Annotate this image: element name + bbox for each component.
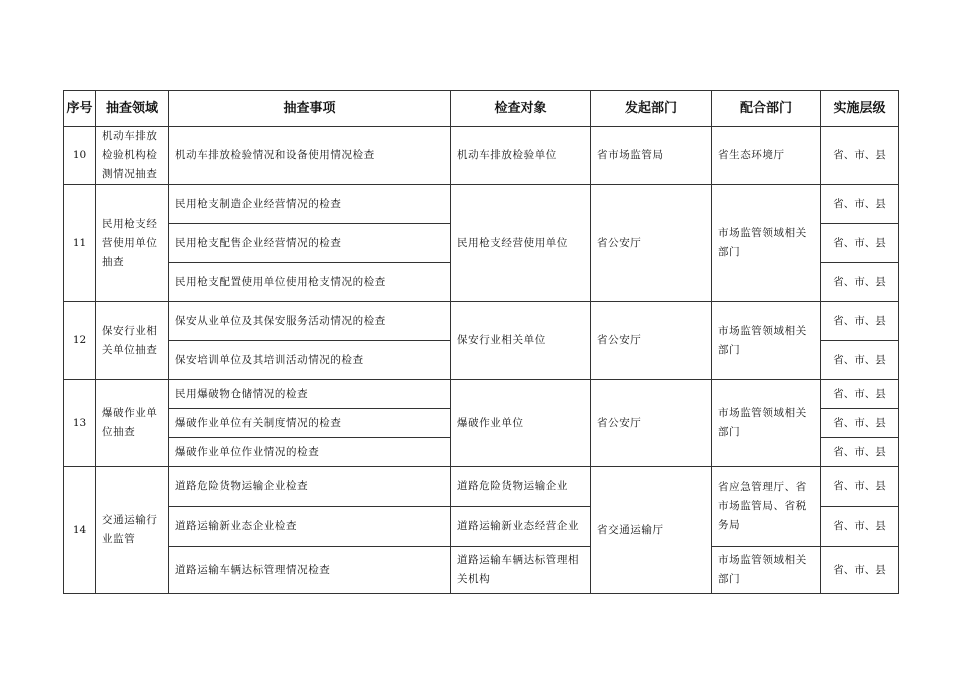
- implementation-level: 省、市、县: [821, 341, 899, 380]
- initiating-department: 省公安厅: [591, 185, 712, 302]
- inspection-item: 民用枪支制造企业经营情况的检查: [169, 185, 451, 224]
- inspection-item: 爆破作业单位作业情况的检查: [169, 438, 451, 467]
- table-row: [64, 185, 899, 224]
- table-body: [64, 127, 899, 594]
- header-level: 实施层级: [821, 91, 899, 127]
- inspection-domain: 交通运输行业监管: [96, 467, 169, 594]
- inspection-item: 道路危险货物运输企业检查: [169, 467, 451, 507]
- cooperating-department: 省应急管理厅、省市场监管局、省税务局: [712, 467, 821, 547]
- implementation-level: 省、市、县: [821, 547, 899, 594]
- inspection-target: 机动车排放检验单位: [451, 127, 591, 185]
- inspection-item: 机动车排放检验情况和设备使用情况检查: [169, 127, 451, 185]
- implementation-level: 省、市、县: [821, 302, 899, 341]
- cooperating-department: 市场监管领域相关部门: [712, 302, 821, 380]
- inspection-item: 民用枪支配售企业经营情况的检查: [169, 224, 451, 263]
- inspection-target: 爆破作业单位: [451, 380, 591, 467]
- table-row: [64, 302, 899, 341]
- implementation-level: 省、市、县: [821, 263, 899, 302]
- row-number: 14: [64, 467, 96, 594]
- implementation-level: 省、市、县: [821, 409, 899, 438]
- inspection-domain: 保安行业相关单位抽查: [96, 302, 169, 380]
- header-target: 检查对象: [451, 91, 591, 127]
- initiating-department: 省交通运输厅: [591, 467, 712, 594]
- implementation-level: 省、市、县: [821, 380, 899, 409]
- header-item: 抽查事项: [169, 91, 451, 127]
- inspection-domain: 爆破作业单位抽查: [96, 380, 169, 467]
- inspection-item: 道路运输车辆达标管理情况检查: [169, 547, 451, 594]
- inspection-target: 道路运输新业态经营企业: [451, 507, 591, 547]
- table-row: [64, 547, 899, 594]
- table-row: [64, 380, 899, 409]
- implementation-level: 省、市、县: [821, 438, 899, 467]
- implementation-level: 省、市、县: [821, 507, 899, 547]
- table-row: [64, 127, 899, 185]
- initiating-department: 省公安厅: [591, 380, 712, 467]
- cooperating-department: 市场监管领域相关部门: [712, 380, 821, 467]
- inspection-target: 民用枪支经营使用单位: [451, 185, 591, 302]
- header-domain: 抽查领域: [96, 91, 169, 127]
- inspection-table: [63, 90, 899, 594]
- implementation-level: 省、市、县: [821, 467, 899, 507]
- cooperating-department: 市场监管领域相关部门: [712, 547, 821, 594]
- inspection-target: 保安行业相关单位: [451, 302, 591, 380]
- header-row: [64, 91, 899, 127]
- cooperating-department: 市场监管领域相关部门: [712, 185, 821, 302]
- initiating-department: 省公安厅: [591, 302, 712, 380]
- inspection-item: 民用爆破物仓储情况的检查: [169, 380, 451, 409]
- inspection-item: 爆破作业单位有关制度情况的检查: [169, 409, 451, 438]
- inspection-item: 道路运输新业态企业检查: [169, 507, 451, 547]
- inspection-item: 保安从业单位及其保安服务活动情况的检查: [169, 302, 451, 341]
- inspection-item: 保安培训单位及其培训活动情况的检查: [169, 341, 451, 380]
- initiating-department: 省市场监管局: [591, 127, 712, 185]
- inspection-target: 道路运输车辆达标管理相关机构: [451, 547, 591, 594]
- implementation-level: 省、市、县: [821, 224, 899, 263]
- cooperating-department: 省生态环境厅: [712, 127, 821, 185]
- row-number: 10: [64, 127, 96, 185]
- row-number: 12: [64, 302, 96, 380]
- implementation-level: 省、市、县: [821, 127, 899, 185]
- header-partner: 配合部门: [712, 91, 821, 127]
- inspection-domain: 机动车排放检验机构检测情况抽查: [96, 127, 169, 185]
- header-initiator: 发起部门: [591, 91, 712, 127]
- inspection-target: 道路危险货物运输企业: [451, 467, 591, 507]
- inspection-domain: 民用枪支经营使用单位抽查: [96, 185, 169, 302]
- implementation-level: 省、市、县: [821, 185, 899, 224]
- table-row: [64, 467, 899, 507]
- header-no: 序号: [64, 91, 96, 127]
- row-number: 11: [64, 185, 96, 302]
- inspection-item: 民用枪支配置使用单位使用枪支情况的检查: [169, 263, 451, 302]
- row-number: 13: [64, 380, 96, 467]
